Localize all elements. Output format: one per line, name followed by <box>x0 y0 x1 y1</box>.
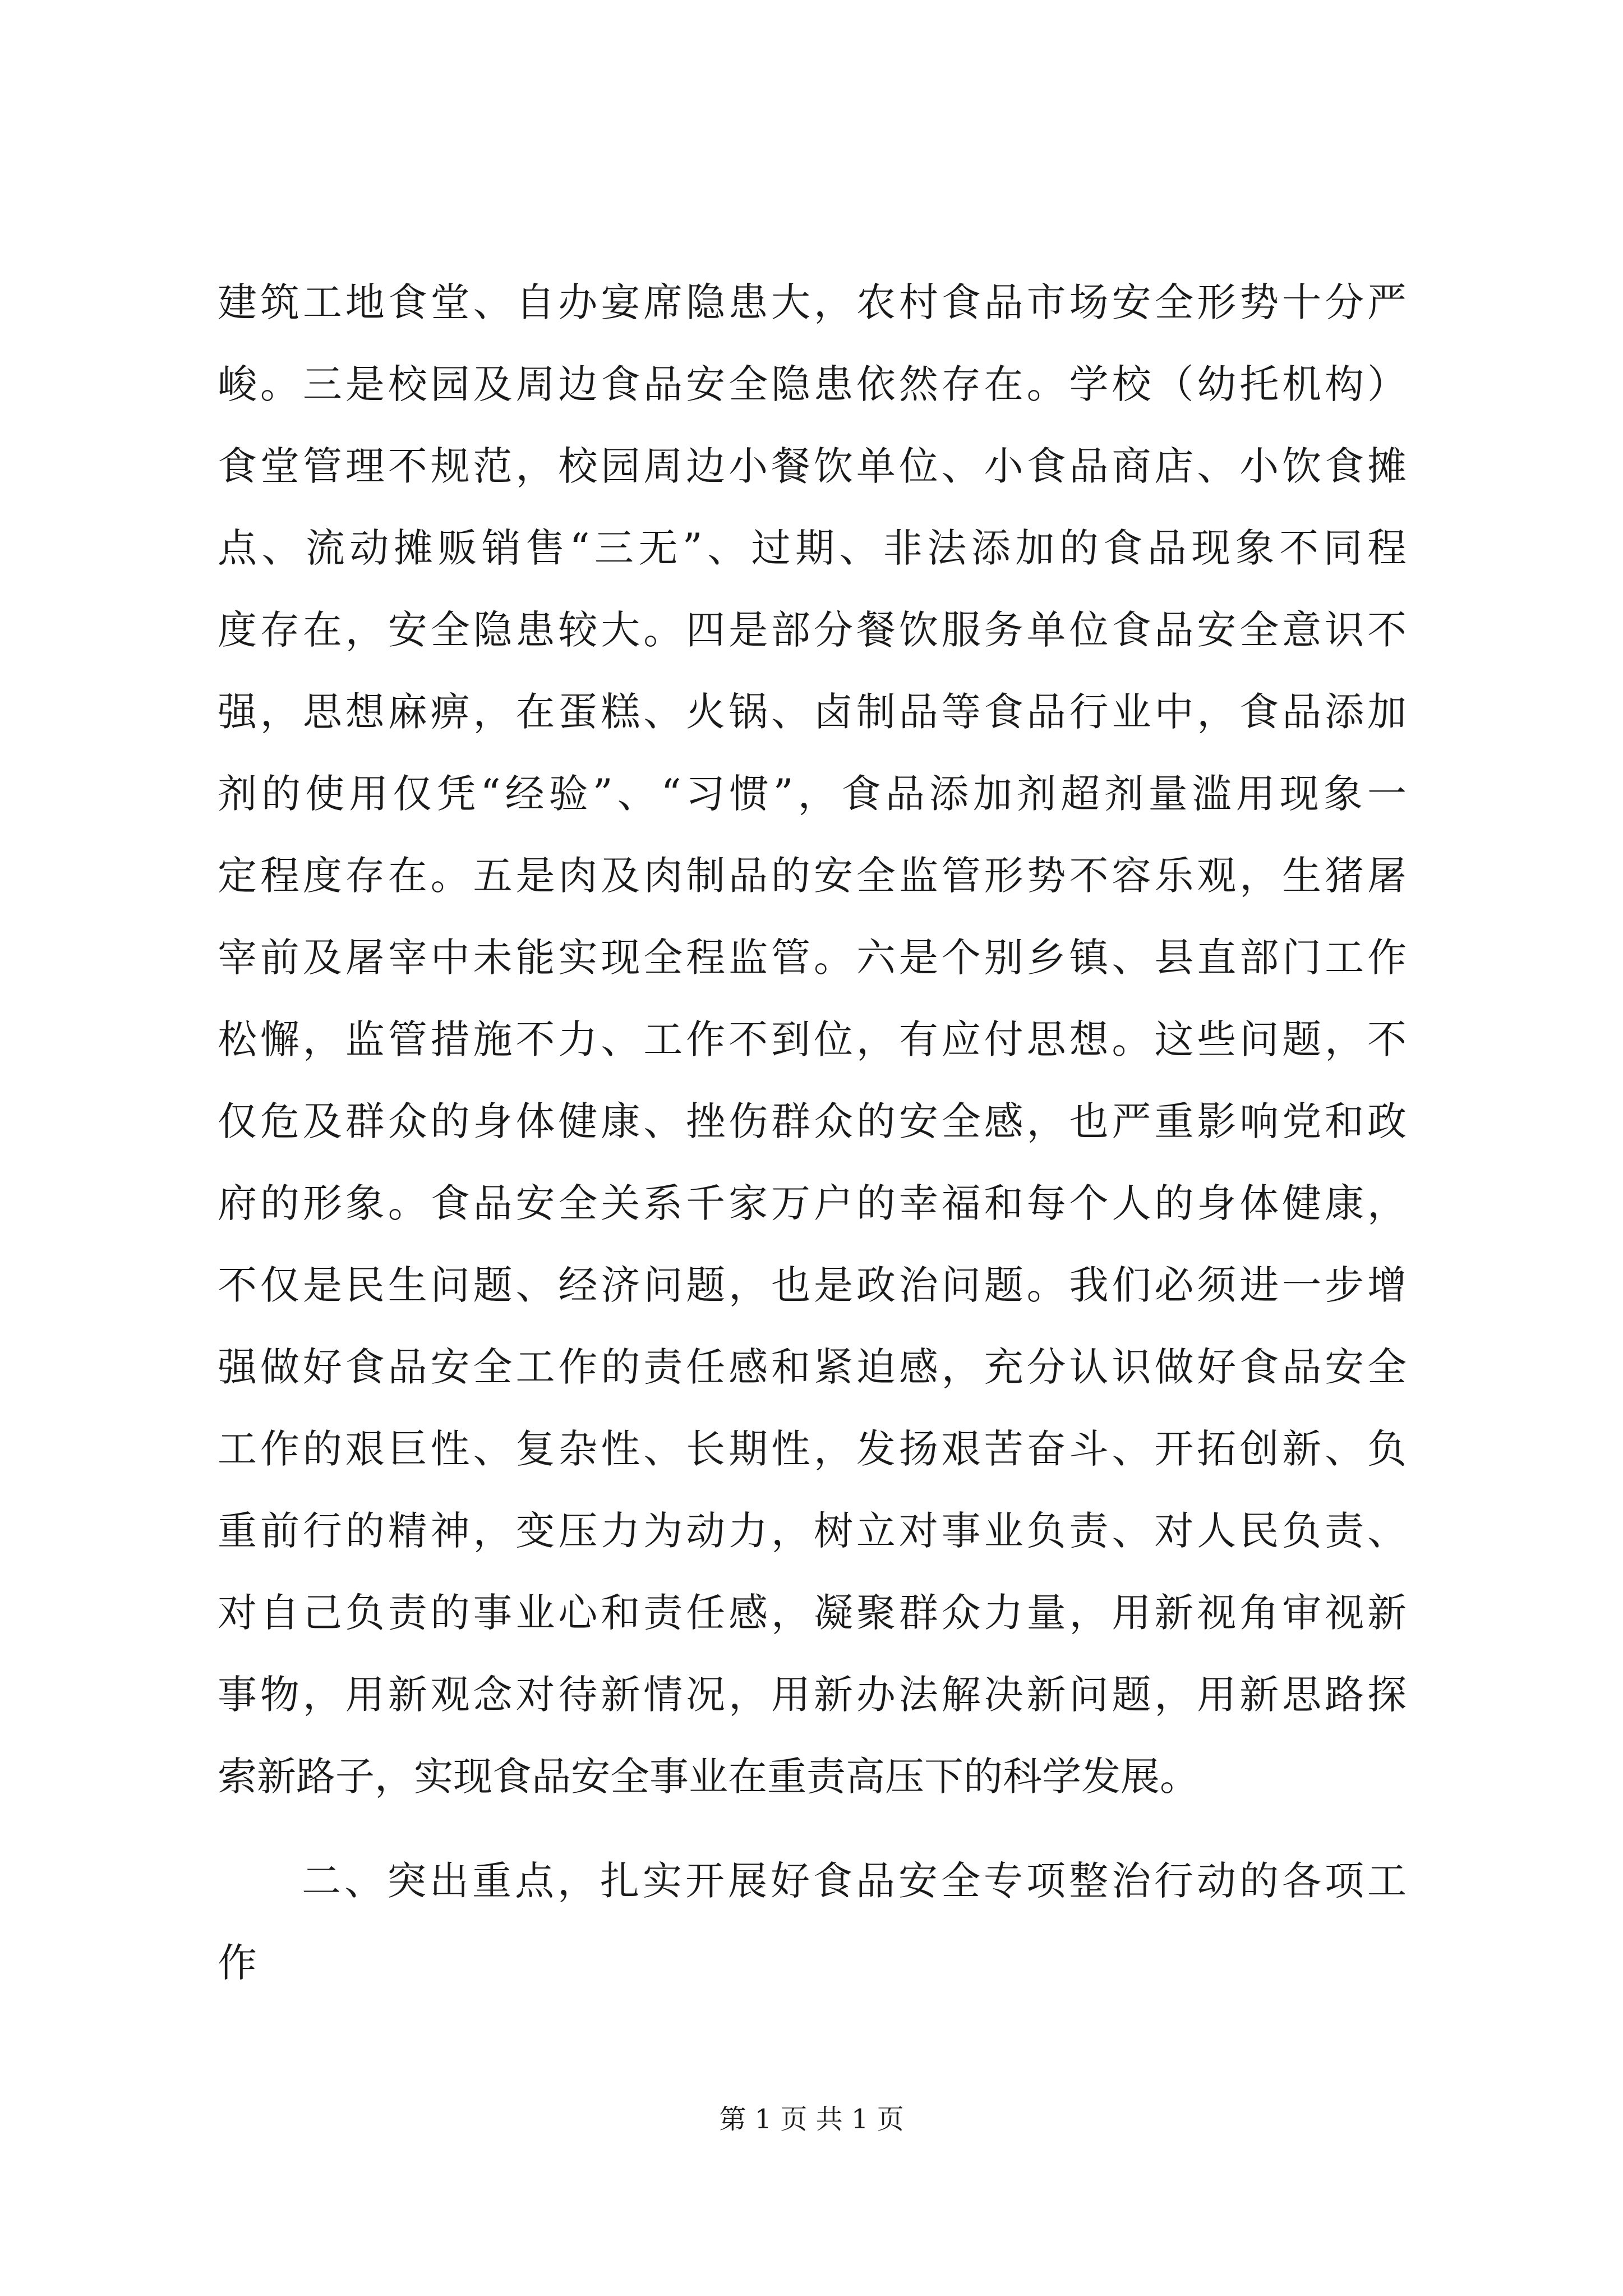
heading-line: 二、突出重点，扎实开展好食品安全专项整治行动的各项工 <box>302 1858 1407 1904</box>
heading-line: 作 <box>218 1940 257 1986</box>
paragraph-line: 点、流动摊贩销售“三无”、过期、非法添加的食品现象不同程 <box>218 525 1407 571</box>
paragraph-line: 不仅是民生问题、经济问题，也是政治问题。我们必须进一步增 <box>218 1262 1407 1308</box>
paragraph-line: 仅危及群众的身体健康、挫伤群众的安全感，也严重影响党和政 <box>218 1098 1407 1144</box>
section-heading <box>218 1840 1407 2004</box>
paragraph-line: 松懈，监管措施不力、工作不到位，有应付思想。这些问题，不 <box>218 1016 1407 1062</box>
paragraph-line: 府的形象。食品安全关系千家万户的幸福和每个人的身体健康， <box>218 1180 1407 1226</box>
paragraph-line: 索新路子，实现食品安全事业在重责高压下的科学发展。 <box>218 1754 1199 1800</box>
paragraph-line: 食堂管理不规范，校园周边小餐饮单位、小食品商店、小饮食摊 <box>218 443 1407 489</box>
paragraph-line: 对自己负责的事业心和责任感，凝聚群众力量，用新视角审视新 <box>218 1590 1407 1636</box>
paragraph-line: 建筑工地食堂、自办宴席隐患大，农村食品市场安全形势十分严 <box>218 279 1407 325</box>
paragraph-line: 工作的艰巨性、复杂性、长期性，发扬艰苦奋斗、开拓创新、负 <box>218 1426 1407 1472</box>
document-body <box>218 261 1407 2004</box>
paragraph-line: 强，思想麻痹，在蛋糕、火锅、卤制品等食品行业中，食品添加 <box>218 689 1407 735</box>
paragraph-line: 事物，用新观念对待新情况，用新办法解决新问题，用新思路探 <box>218 1672 1407 1718</box>
paragraph-line: 度存在，安全隐患较大。四是部分餐饮服务单位食品安全意识不 <box>218 607 1407 653</box>
paragraph-line: 重前行的精神，变压力为动力，树立对事业负责、对人民负责、 <box>218 1508 1407 1554</box>
paragraph-line: 宰前及屠宰中未能实现全程监管。六是个别乡镇、县直部门工作 <box>218 935 1407 981</box>
paragraph-line: 剂的使用仅凭“经验”、“习惯”，食品添加剂超剂量滥用现象一 <box>218 771 1407 817</box>
paragraph-line: 峻。三是校园及周边食品安全隐患依然存在。学校（幼托机构） <box>218 361 1407 407</box>
paragraph-line: 强做好食品安全工作的责任感和紧迫感，充分认识做好食品安全 <box>218 1344 1407 1390</box>
paragraph-line: 定程度存在。五是肉及肉制品的安全监管形势不容乐观，生猪屠 <box>218 853 1407 899</box>
page-footer: 第 1 页 共 1 页 <box>719 2104 904 2135</box>
